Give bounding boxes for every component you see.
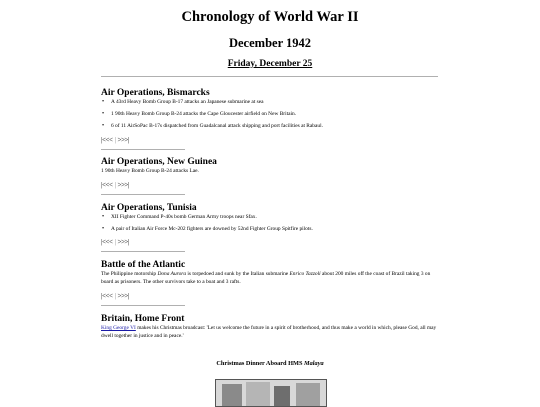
divider (101, 76, 438, 77)
section-heading-home-front: Britain, Home Front (101, 314, 185, 324)
prev-link[interactable]: < (109, 136, 113, 144)
nav-separator: | (114, 136, 116, 144)
prev-link[interactable]: < (109, 181, 113, 189)
list-item: • 1 90th Heavy Bomb Group B-24 attacks the Cape Gloucester airfield on New Britain. (101, 111, 441, 123)
section-text (101, 325, 438, 340)
nav-separator: | (114, 181, 116, 189)
section-text: 1 90th Heavy Bomb Group B-24 attacks Lae. (101, 168, 199, 174)
next-link[interactable]: > (117, 136, 121, 144)
divider (101, 305, 185, 306)
last-link[interactable]: >>| (120, 238, 129, 246)
first-link[interactable]: |<< (101, 136, 110, 144)
nav-bar (101, 181, 129, 189)
next-link[interactable]: > (117, 181, 121, 189)
first-link[interactable]: |<< (101, 181, 110, 189)
list-item: • A 43rd Heavy Bomb Group B-17 attacks an Japanese submarine at sea (101, 99, 441, 111)
first-link[interactable]: |<< (101, 292, 110, 300)
ship-name: Dona Aurora (157, 271, 187, 277)
list-item: • 6 of 11 AirSoPac B-17s dispatched from Guadalcanal attack shipping and port facilities at Rabaul. (101, 123, 441, 135)
list-item: • A pair of Italian Air Force Mc-202 fighters are downed by 52nd Fighter Group Spitfire pilots. (101, 226, 441, 238)
prev-link[interactable]: < (109, 292, 113, 300)
section-heading-new-guinea: Air Operations, New Guinea (101, 157, 217, 167)
month-title: December 1942 (228, 36, 312, 50)
page-title: Chronology of World War II (181, 9, 359, 25)
submarine-name: Enrico Tazzoli (289, 271, 321, 277)
list-item: • XII Fighter Command P-40s bomb German Army troops near Sfax. (101, 214, 441, 226)
photo (215, 379, 327, 407)
divider (101, 149, 185, 150)
king-link[interactable]: King George VI (101, 325, 136, 331)
date-title: Friday, December 25 (227, 59, 313, 69)
nav-bar (101, 292, 129, 300)
section-heading-atlantic: Battle of the Atlantic (101, 260, 186, 270)
divider (101, 194, 185, 195)
caption-text: Christmas Dinner Aboard HMS (216, 360, 305, 367)
section-text (101, 271, 438, 286)
text-segment: makes his Christmas broadcast: 'Let us welcome the future in a spirit of brotherhood, and thus make a world in which, please God, all may dwell together in justice and in peace.' (101, 325, 437, 339)
nav-separator: | (114, 292, 116, 300)
next-link[interactable]: > (117, 238, 121, 246)
text-segment: is torpedoed and sunk by the Italian submarine (186, 271, 290, 277)
last-link[interactable]: >>| (120, 181, 129, 189)
section-heading-bismarcks: Air Operations, Bismarcks (101, 88, 210, 98)
section-heading-tunisia: Air Operations, Tunisia (101, 203, 197, 213)
last-link[interactable]: >>| (120, 292, 129, 300)
photo-caption (0, 360, 540, 367)
nav-separator: | (114, 238, 116, 246)
last-link[interactable]: >>| (120, 136, 129, 144)
first-link[interactable]: |<< (101, 238, 110, 246)
bismarcks-list (101, 99, 441, 135)
nav-bar (101, 238, 129, 246)
divider (101, 251, 185, 252)
text-segment: The Philippine motorship (101, 271, 158, 277)
prev-link[interactable]: < (109, 238, 113, 246)
tunisia-list (101, 214, 441, 238)
caption-ship: Malaya (304, 360, 324, 367)
text-segment: about 200 miles off the coast of Brazil taking 3 on board as prisoners. The other survivors take to a boat and 3 rafts. (101, 271, 431, 285)
nav-bar (101, 136, 129, 144)
next-link[interactable]: > (117, 292, 121, 300)
